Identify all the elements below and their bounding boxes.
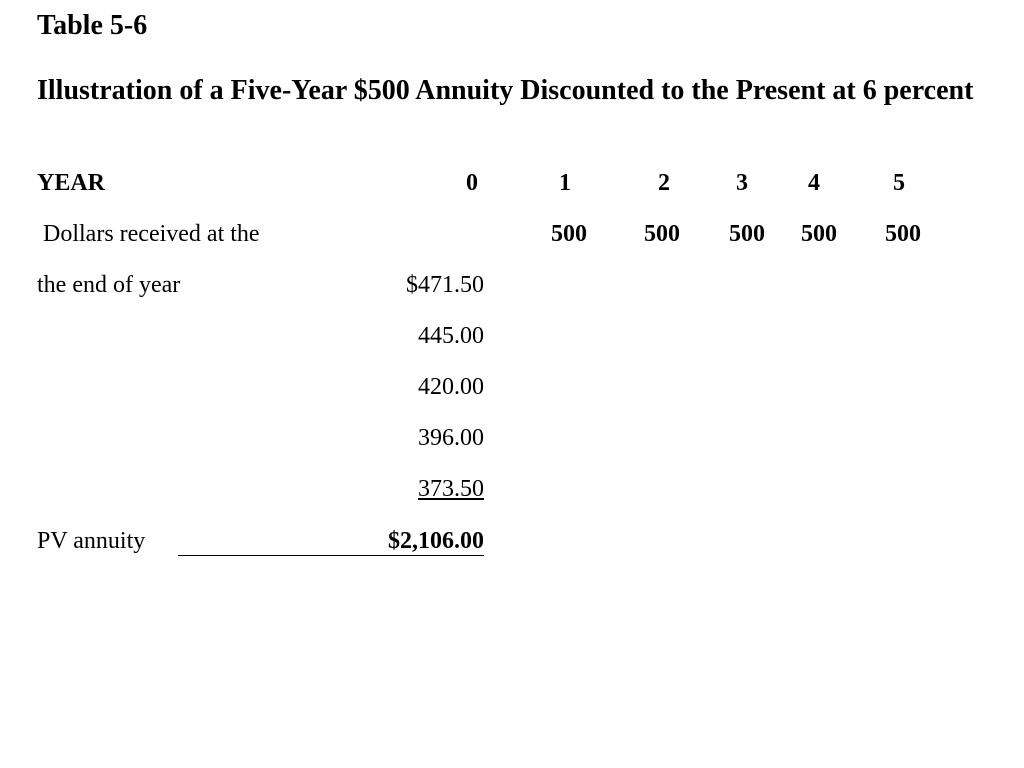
- amount-year-2: 500: [644, 221, 680, 247]
- pv-year-4: 396.00: [418, 425, 484, 451]
- amount-year-1: 500: [551, 221, 587, 247]
- year-0: 0: [466, 170, 478, 196]
- year-3: 3: [736, 170, 748, 196]
- table-heading: Illustration of a Five-Year $500 Annuity Discounted to the Present at 6 percent: [37, 75, 974, 106]
- amount-year-5: 500: [885, 221, 921, 247]
- year-1: 1: [559, 170, 571, 196]
- end-of-year-label: the end of year: [37, 272, 181, 298]
- year-5: 5: [893, 170, 905, 196]
- year-4: 4: [808, 170, 820, 196]
- pv-year-5: 373.50: [418, 476, 484, 502]
- pv-annuity-total: $2,106.00: [388, 528, 484, 554]
- pv-year-1: $471.50: [406, 272, 484, 298]
- year-label: YEAR: [37, 170, 106, 196]
- table-label: Table 5-6: [37, 10, 148, 41]
- year-2: 2: [658, 170, 670, 196]
- total-underline: [178, 555, 484, 556]
- amount-year-3: 500: [729, 221, 765, 247]
- pv-year-3: 420.00: [418, 374, 484, 400]
- dollars-received-label: Dollars received at the: [43, 221, 260, 247]
- pv-year-2: 445.00: [418, 323, 484, 349]
- pv-annuity-label: PV annuity: [37, 528, 146, 554]
- amount-year-4: 500: [801, 221, 837, 247]
